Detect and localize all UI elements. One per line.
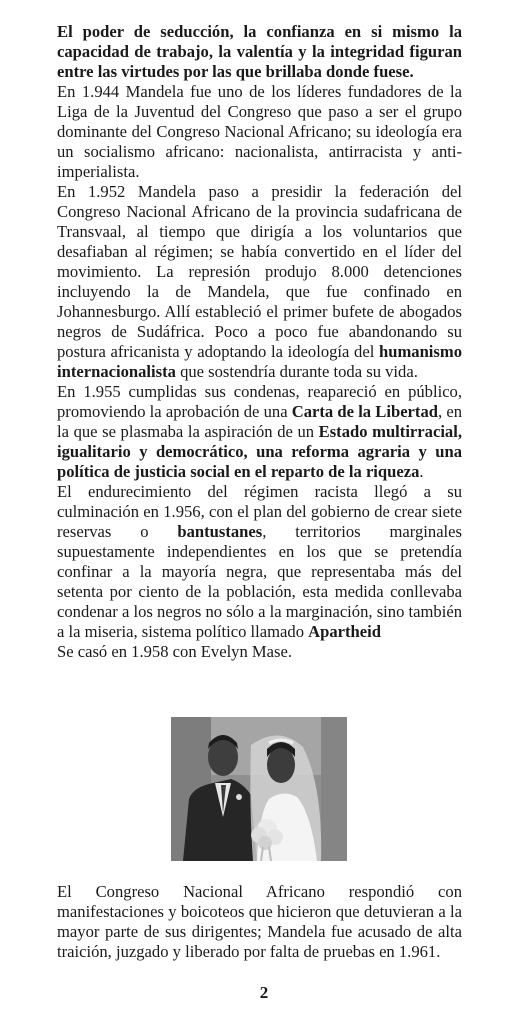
text-segment: , territorios marginales supuestamente independientes en los que se pretendía confinar a la mayoría negra, que representaba más del setenta por ciento de la población, esta medida conllevaba condenar a los negros no sólo a la marginación, sino también a la miseria, sistema político llamado bbox=[57, 522, 462, 641]
bold-text-segment: humanismo internacionalista bbox=[57, 342, 462, 381]
wedding-photo bbox=[171, 717, 347, 861]
text-segment: En 1.944 Mandela fue uno de los líderes fundadores de la Liga de la Juventud del Congreso que paso a ser el grupo dominante del Congreso Nacional Africano; su ideología era un socialismo africano: nacionalista, antirracista y anti-imperialista. bbox=[57, 82, 462, 181]
wedding-photo-icon bbox=[171, 717, 347, 861]
text-segment: El endurecimiento del régimen racista llegó a su culminación en 1.956, con el plan del gobierno de crear siete reservas o bbox=[57, 482, 462, 541]
text-segment: , en la que se plasmaba la aspiración de un bbox=[57, 402, 462, 441]
text-segment: . bbox=[419, 462, 424, 481]
text-segment: En 1.955 cumplidas sus condenas, reapareció en público, promoviendo la aprobación de una bbox=[57, 382, 462, 421]
text-segment: En 1.952 Mandela paso a presidir la federación del Congreso Nacional Africano de la provincia sudafricana de Transvaal, al tiempo que dirigía a los voluntarios que desafiaban al régimen; se había convertido en el líder del movimiento. La represión produjo 8.000 detenciones incluyendo la de Mandela, que fue confinado en Johannesburgo. Allí estableció el primer bufete de abogados negros de Sudáfrica. Poco a poco fue abandonando su postura africanista y adoptando la ideología del bbox=[57, 182, 462, 361]
paragraph bbox=[57, 482, 462, 642]
bold-text-segment: Apartheid bbox=[308, 622, 381, 641]
paragraph bbox=[57, 82, 462, 182]
paragraph bbox=[57, 882, 462, 962]
text-segment: El Congreso Nacional Africano respondió con manifestaciones y boicoteos que hicieron que detuvieran a la mayor parte de sus dirigentes; Mandela fue acusado de alta traición, juzgado y liberado por falta de pruebas en 1.961. bbox=[57, 882, 462, 961]
text-segment: que sostendría durante toda su vida. bbox=[175, 362, 418, 381]
page-number: 2 bbox=[259, 983, 269, 1002]
bold-text-segment: Estado multirracial, igualitario y democrático, una reforma agraria y una política de justicia social en el reparto de la riqueza bbox=[57, 422, 462, 481]
paragraph bbox=[57, 382, 462, 482]
bold-text-segment: bantustanes bbox=[177, 522, 263, 541]
text-segment: Se casó en 1.958 con Evelyn Mase. bbox=[57, 642, 293, 661]
body-text-bottom bbox=[57, 882, 462, 962]
paragraph bbox=[57, 642, 462, 662]
paragraph bbox=[57, 22, 462, 82]
bold-text-segment: Carta de la Libertad bbox=[291, 402, 438, 421]
bold-text-segment: El poder de seducción, la confianza en si mismo la capacidad de trabajo, la valentía y la integridad figuran entre las virtudes por las que brillaba donde fuese. bbox=[57, 22, 462, 81]
body-text-top bbox=[57, 22, 462, 662]
paragraph bbox=[57, 182, 462, 382]
